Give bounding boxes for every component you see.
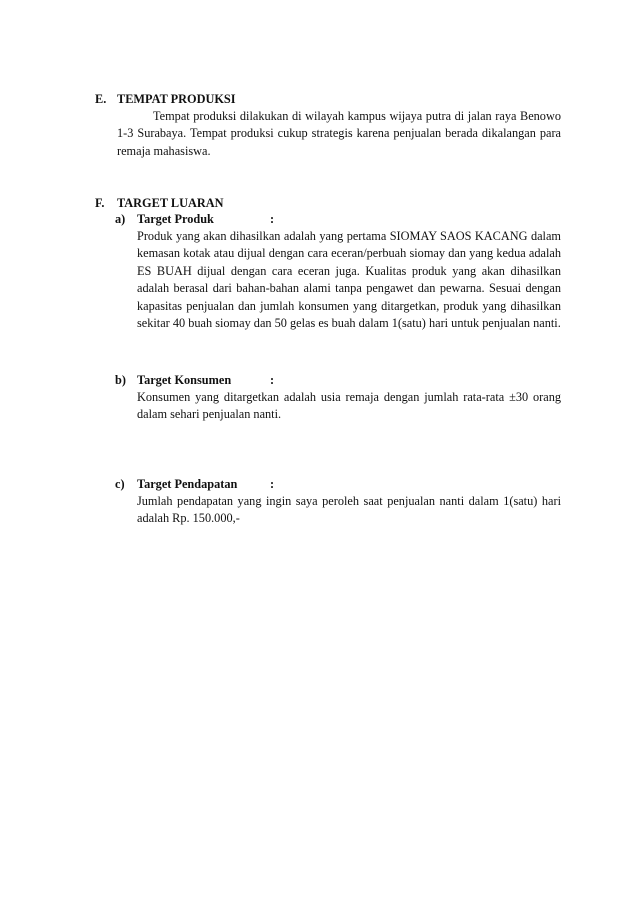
target-konsumen-title: Target Konsumen xyxy=(137,373,232,387)
target-pendapatan-letter: c) xyxy=(115,477,125,491)
target-produk-colon: : xyxy=(270,212,275,226)
target-produk-title: Target Produk xyxy=(137,212,214,226)
target-konsumen-letter: b) xyxy=(115,373,126,387)
section-f-title: TARGET LUARAN xyxy=(117,196,224,210)
target-pendapatan-title: Target Pendapatan xyxy=(137,477,238,491)
target-konsumen-body: Konsumen yang ditargetkan adalah usia remaja dengan jumlah rata-rata ±30 orang dalam sehari penjualan nanti. xyxy=(137,390,561,422)
section-f-letter: F. xyxy=(95,196,105,210)
target-produk-heading xyxy=(115,211,275,228)
target-pendapatan-body: Jumlah pendapatan yang ingin saya peroleh saat penjualan nanti dalam 1(satu) hari adalah Rp. 150.000,- xyxy=(137,494,561,526)
target-produk-body: Produk yang akan dihasilkan adalah yang pertama SIOMAY SAOS KACANG dalam kemasan kotak atau dijual dengan cara eceran/perbuah siomay dan yang kedua adalah ES BUAH dijual dengan cara eceran juga. Kualitas produk yang akan dihasilkan adalah berasal dari bahan-bahan alami tanpa pengawet dan pewarna. Sesuai dengan kapasitas penjualan dan jumlah konsumen yang ditargetkan, produk yang dihasilkan sekitar 40 buah siomay dan 50 gelas es buah dalam 1(satu) hari untuk penjualan nanti. xyxy=(137,229,561,331)
target-pendapatan-colon: : xyxy=(270,477,275,491)
section-e-paragraph xyxy=(117,108,561,160)
section-e-title: TEMPAT PRODUKSI xyxy=(117,92,236,106)
target-konsumen-heading xyxy=(115,372,275,389)
target-produk-letter: a) xyxy=(115,212,126,226)
section-e-heading xyxy=(95,91,236,108)
target-konsumen-colon: : xyxy=(270,373,275,387)
section-e-letter: E. xyxy=(95,92,107,106)
section-e-paragraph-text: Tempat produksi dilakukan di wilayah kampus wijaya putra di jalan raya Benowo 1-3 Surabaya. Tempat produksi cukup strategis karena penjualan berada dikalangan para remaja mahasiswa. xyxy=(117,109,561,158)
target-pendapatan-heading xyxy=(115,476,275,493)
section-f-heading xyxy=(95,195,223,212)
